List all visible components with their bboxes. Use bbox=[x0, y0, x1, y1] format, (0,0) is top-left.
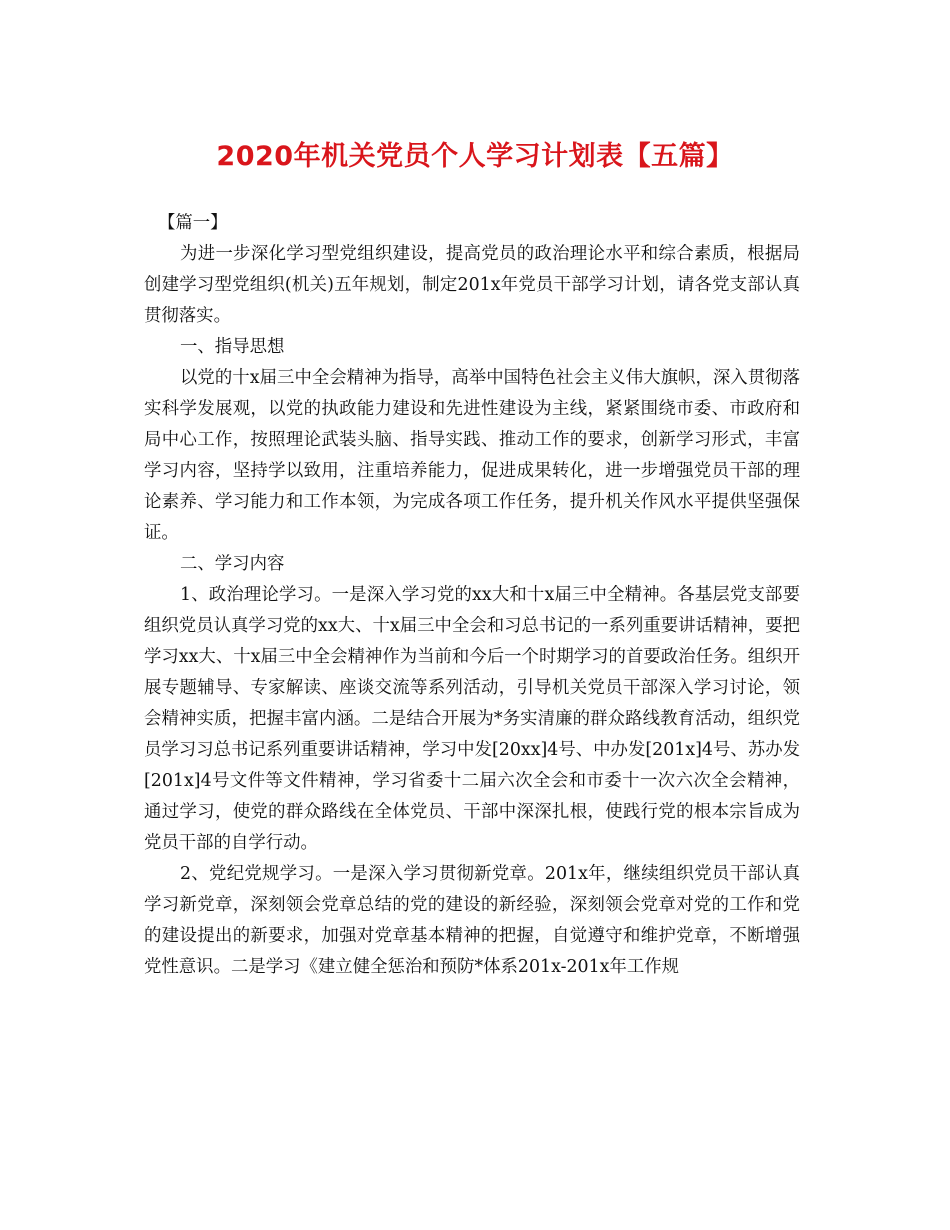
document-title: 2020年机关党员个人学习计划表【五篇】 bbox=[216, 141, 734, 172]
section-tag: 【篇一】 bbox=[158, 213, 228, 233]
study-item-party-rules: 2、党纪党规学习。一是深入学习贯彻新党章。201x年，继续组织党员干部认真学习新党章，深刻领会党章总结的党的建设的新经验，深刻领会党章对党的工作和党的建设提出的新要求，加强对党章基本精神的把握，自觉遵守和维护党章，不断增强党性意识。二是学习《建立健全惩治和预防*体系201x-201x年工作规 bbox=[144, 864, 800, 977]
guiding-thought-paragraph: 以党的十x届三中全会精神为指导，高举中国特色社会主义伟大旗帜，深入贯彻落实科学发展观，以党的执政能力建设和先进性建设为主线，紧紧围绕市委、市政府和局中心工作，按照理论武装头脑、指导实践、推动工作的要求，创新学习形式，丰富学习内容，坚持学以致用，注重培养能力，促进成果转化，进一步增强党员干部的理论素养、学习能力和工作本领，为完成各项工作任务，提升机关作风水平提供坚强保证。 bbox=[144, 368, 800, 543]
intro-paragraph: 为进一步深化学习型党组织建设，提高党员的政治理论水平和综合素质，根据局创建学习型党组织(机关)五年规划，制定201x年党员干部学习计划，请各党支部认真贯彻落实。 bbox=[144, 244, 800, 326]
heading-guiding-thought: 一、指导思想 bbox=[180, 337, 285, 357]
study-item-political-theory: 1、政治理论学习。一是深入学习党的xx大和十x届三中全精神。各基层党支部要组织党员认真学习党的xx大、十x届三中全会和习总书记的一系列重要讲话精神，要把学习xx大、十x届三中全会精神作为当前和今后一个时期学习的首要政治任务。组织开展专题辅导、专家解读、座谈交流等系列活动，引导机关党员干部深入学习讨论，领会精神实质，把握丰富内涵。二是结合开展为*务实清廉的群众路线教育活动，组织党员学习习总书记系列重要讲话精神，学习中发[20xx]4号、中办发[201x]4号、苏办发[201x]4号文件等文件精神，学习省委十二届六次全会和市委十一次六次全会精神，通过学习，使党的群众路线在全体党员、干部中深深扎根，使践行党的根本宗旨成为党员干部的自学行动。 bbox=[144, 585, 800, 853]
heading-study-content: 二、学习内容 bbox=[180, 554, 285, 574]
document-body bbox=[144, 208, 800, 983]
